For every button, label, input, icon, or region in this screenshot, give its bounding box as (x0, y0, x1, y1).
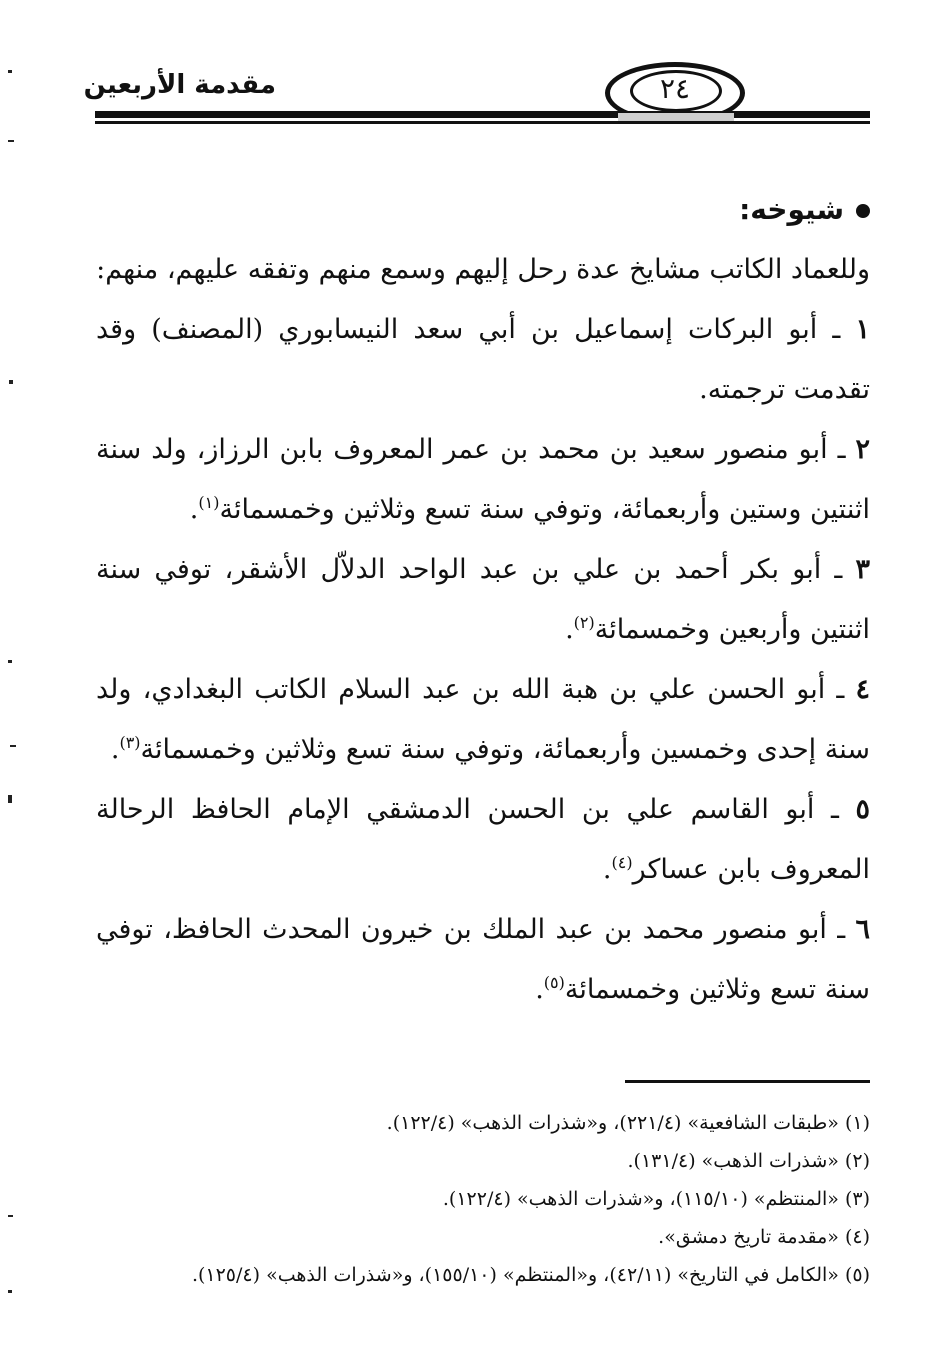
footnote: (٣) «المنتظم» (١١٥/١٠)، و«شذرات الذهب» (١٢٢/٤). (442, 1188, 870, 1210)
main-text (96, 180, 870, 1020)
page-number-tab (618, 111, 734, 123)
item-text: ـ أبو الحسن علي بن هبة الله بن عبد السلام الكاتب البغدادي، ولد سنة إحدى وخمسين وأربعمائة، وتوفي سنة تسع وثلاثين وخمسمائة (96, 674, 870, 765)
item-text: ـ أبو البركات إسماعيل بن أبي سعد النيسابوري (المصنف) وقد تقدمت ترجمته. (96, 314, 870, 405)
footnote: (٢) «شذرات الذهب» (١٣١/٤). (627, 1150, 870, 1172)
item-number: ٣ (855, 554, 870, 585)
section-heading-text: شيوخه: (739, 193, 844, 226)
footnote-ref: (٤) (611, 853, 633, 872)
footnote-separator (625, 1080, 870, 1083)
scan-speck (8, 1290, 12, 1293)
item-number: ١ (855, 314, 870, 345)
scan-speck (10, 745, 16, 747)
footnote-ref: (٢) (573, 613, 595, 632)
item-number: ٢ (855, 434, 870, 465)
item-text: ـ أبو بكر أحمد بن علي بن عبد الواحد الدلاّل الأشقر، توفي سنة اثنتين وأربعين وخمسمائة (96, 554, 870, 645)
footnote: (٥) «الكامل في التاريخ» (٤٢/١١)، و«المنتظم» (١٥٥/١٠)، و«شذرات الذهب» (١٢٥/٤). (191, 1264, 870, 1286)
footnotes (96, 1104, 870, 1294)
footnote-ref: (١) (198, 493, 220, 512)
item-text: ـ أبو منصور محمد بن عبد الملك بن خيرون المحدث الحافظ، توفي سنة تسع وثلاثين وخمسمائة (96, 914, 870, 1005)
header-rule (95, 111, 870, 118)
scan-speck (8, 140, 14, 142)
list-item: ٦ ـ أبو منصور محمد بن عبد الملك بن خيرون المحدث الحافظ، توفي سنة تسع وثلاثين وخمسمائة$^{(٥)}$. (96, 914, 870, 1005)
footnote: (٤) «مقدمة تاريخ دمشق». (658, 1226, 870, 1248)
scan-speck (8, 1215, 13, 1217)
list-item: ٤ ـ أبو الحسن علي بن هبة الله بن عبد السلام الكاتب البغدادي، ولد سنة إحدى وخمسين وأربعمائة، وتوفي سنة تسع وثلاثين وخمسمائة$^{(٣)}$. (96, 674, 870, 765)
item-number: ٤ (855, 674, 870, 705)
item-text: ـ أبو منصور سعيد بن محمد بن عمر المعروف بابن الرزاز، ولد سنة اثنتين وستين وأربعمائة، وتوفي سنة تسع وثلاثين وخمسمائة (96, 434, 870, 525)
list-item: ٥ ـ أبو القاسم علي بن الحسن الدمشقي الإمام الحافظ الرحالة المعروف بابن عساكر$^{(٤)}$. (96, 794, 870, 885)
running-header-title: مقدمة الأربعين (83, 70, 276, 100)
scan-speck (9, 380, 13, 384)
intro-paragraph: وللعماد الكاتب مشايخ عدة رحل إليهم وسمع منهم وتفقه عليهم، منهم: (96, 254, 870, 285)
bullet-icon (856, 204, 870, 218)
scan-speck (8, 660, 12, 663)
section-heading (96, 180, 870, 240)
item-number: ٥ (855, 794, 870, 825)
item-text: ـ أبو القاسم علي بن الحسن الدمشقي الإمام الحافظ الرحالة المعروف بابن عساكر (96, 794, 870, 885)
footnote-ref: (٥) (543, 973, 565, 992)
item-number: ٦ (855, 914, 870, 945)
footnote-ref: (٣) (119, 733, 141, 752)
scan-speck (8, 795, 12, 803)
footnote: (١) «طبقات الشافعية» (٢٢١/٤)، و«شذرات الذهب» (١٢٢/٤). (386, 1112, 870, 1134)
list-item (96, 300, 870, 420)
list-item: ٢ ـ أبو منصور سعيد بن محمد بن عمر المعروف بابن الرزاز، ولد سنة اثنتين وستين وأربعمائة، وتوفي سنة تسع وثلاثين وخمسمائة$^{(١)}$. (96, 434, 870, 525)
scan-speck (8, 70, 12, 73)
list-item: ٣ ـ أبو بكر أحمد بن علي بن عبد الواحد الدلاّل الأشقر، توفي سنة اثنتين وأربعين وخمسمائة$^{(٢)}$. (96, 554, 870, 645)
page-number: ٢٤ (659, 72, 691, 105)
header-rule-thin (95, 121, 870, 124)
